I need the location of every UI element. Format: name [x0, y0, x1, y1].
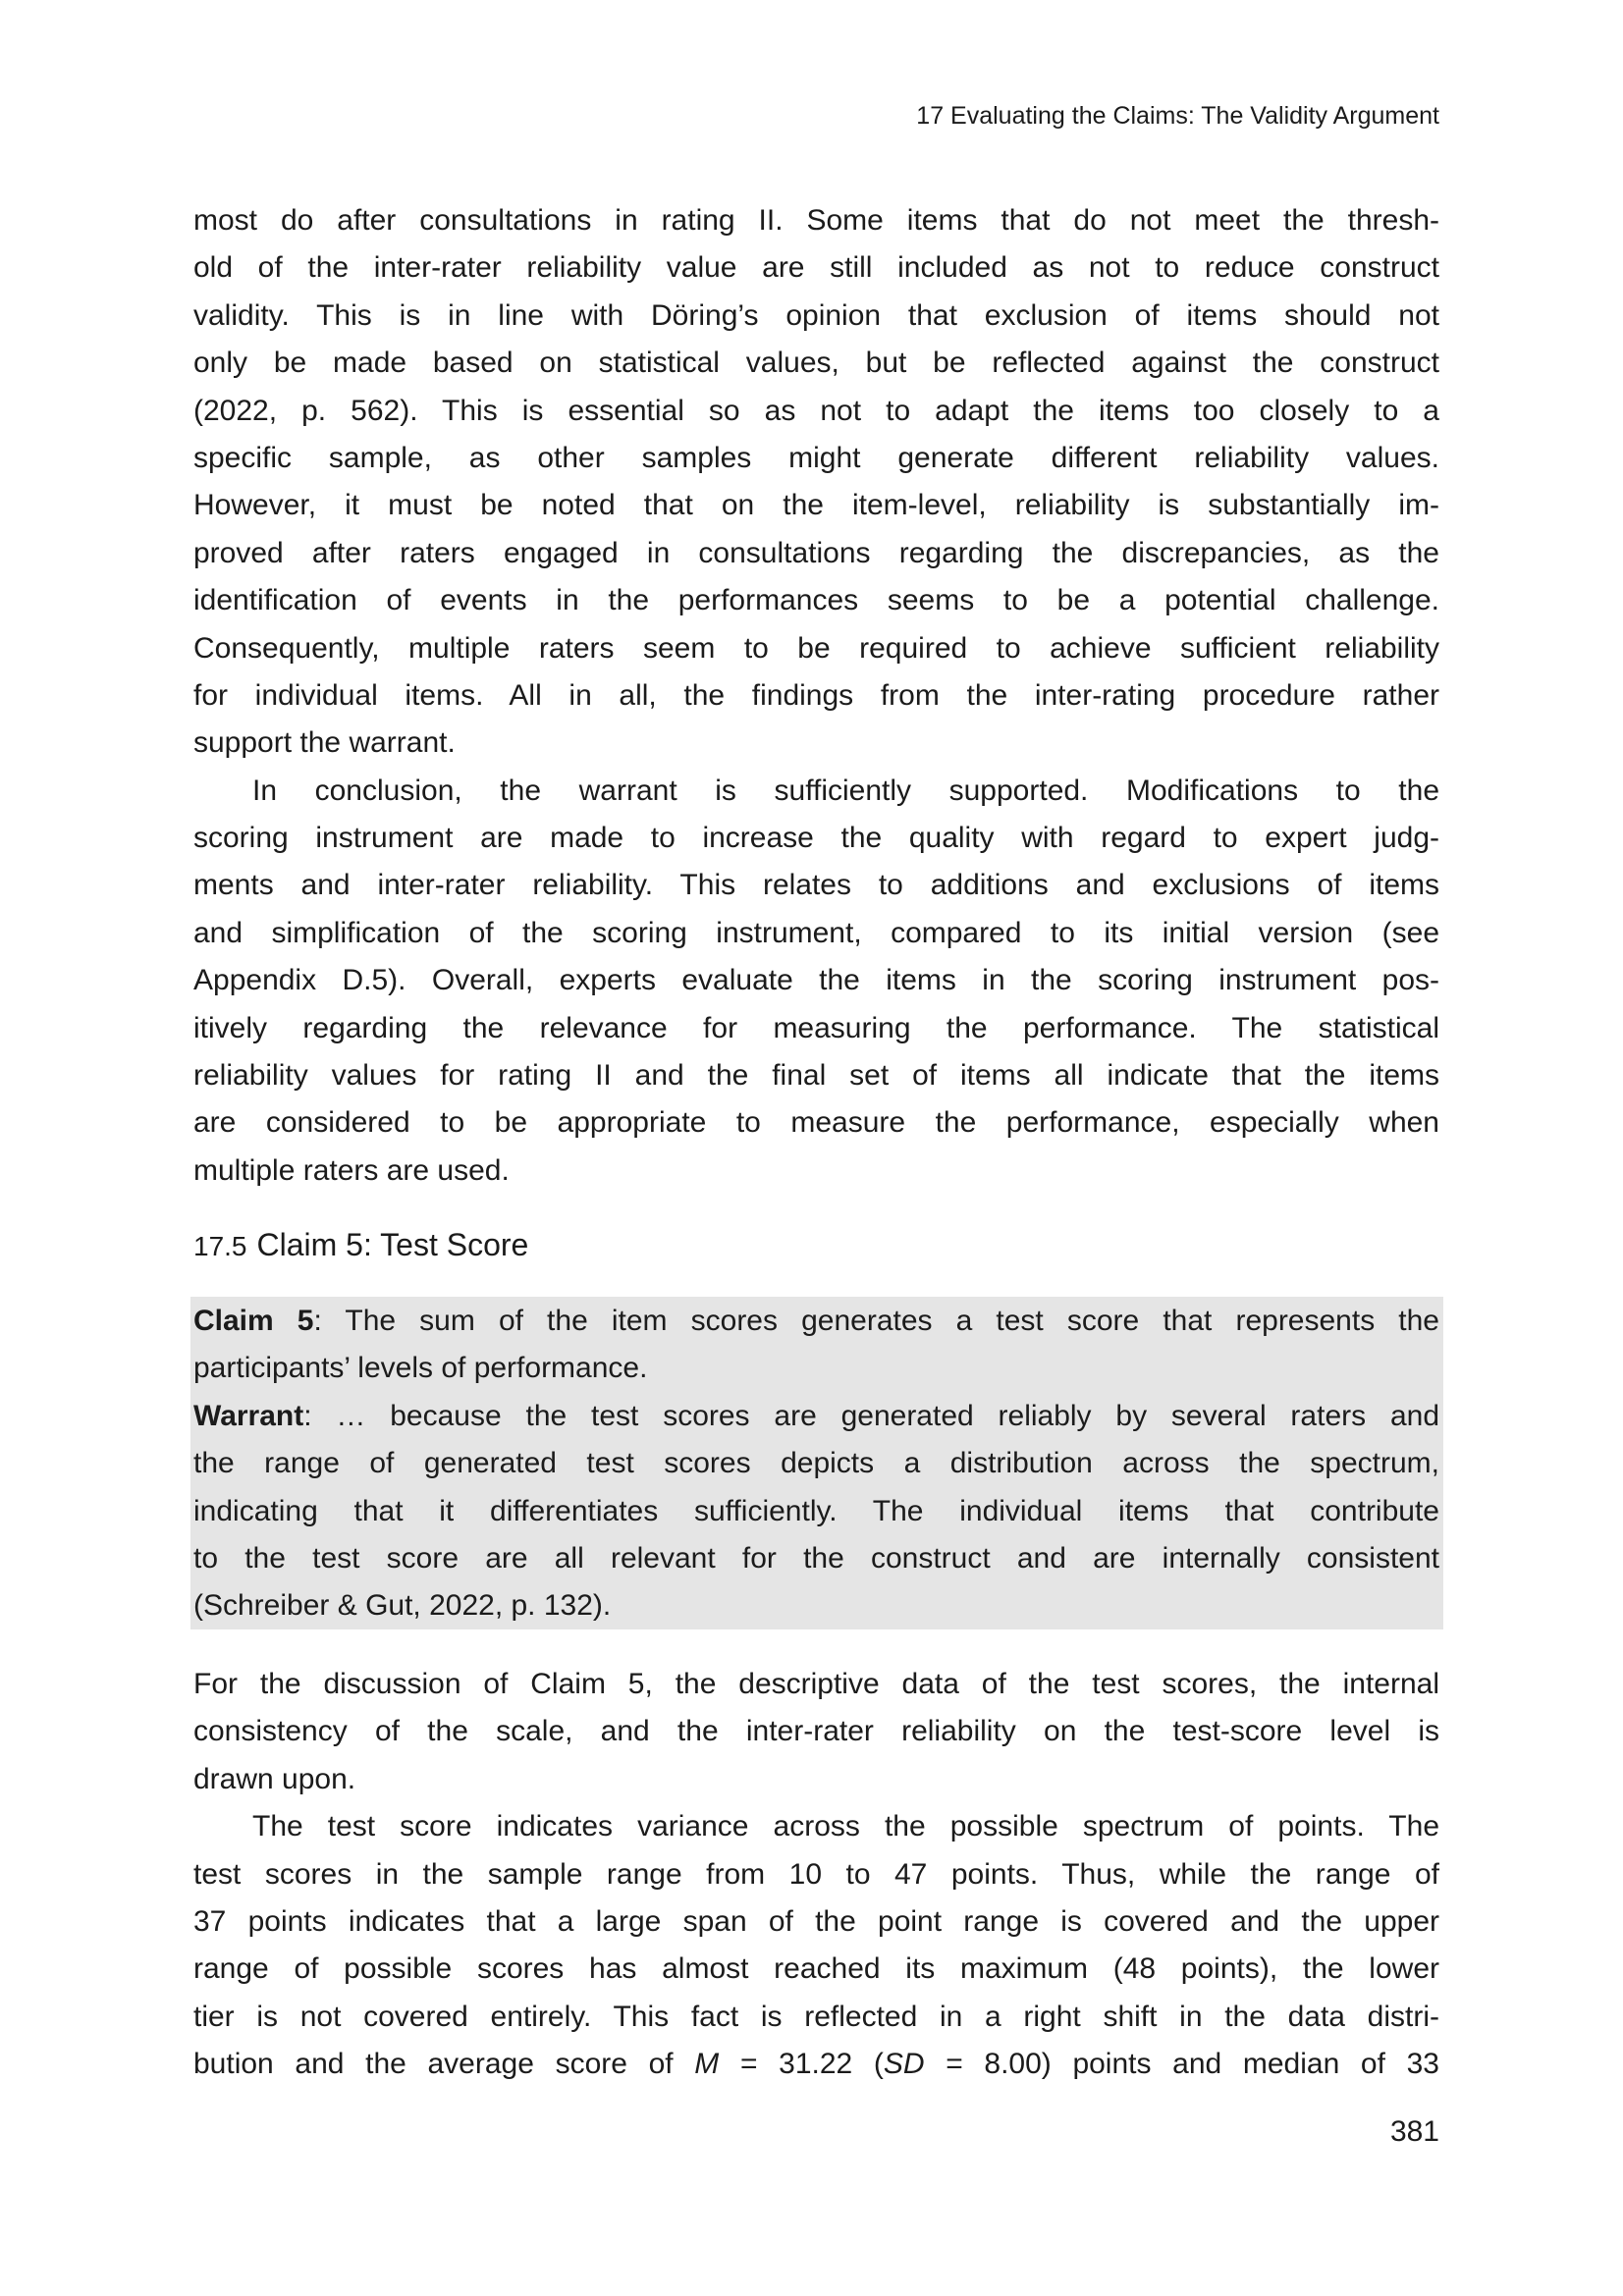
section-heading — [193, 1221, 528, 1270]
text-line: drawn upon. — [193, 1762, 356, 1795]
text-line: However, it must be noted that on the item-level, reliability is substantially im- — [193, 489, 1439, 522]
section-title: Claim 5: Test Score — [256, 1227, 529, 1262]
bold-label: Warrant — [193, 1399, 304, 1432]
text-line — [193, 1393, 1439, 1440]
text-segment: = 8.00) points and median of 33 — [924, 2048, 1439, 2081]
text-segment: the range of generated test scores depicts a distribution across the spectrum, — [193, 1447, 1439, 1480]
text-line: 37 points indicates that a large span of the point range is covered and the upper — [193, 1904, 1439, 1938]
text-line: support the warrant. — [193, 726, 456, 760]
text-line — [193, 1488, 1439, 1535]
text-line: consistency of the scale, and the inter-rater reliability on the test-score level is — [193, 1715, 1439, 1748]
text-segment: indicating that it differentiates sufficiently. The individual items that contribute — [193, 1494, 1439, 1527]
claim-text — [193, 1298, 1439, 1630]
text-line: Consequently, multiple raters seem to be required to achieve sufficient reliability — [193, 631, 1439, 665]
text-segment: : The sum of the item scores generates a test score that represents the — [313, 1305, 1439, 1337]
text-line: proved after raters engaged in consultations regarding the discrepancies, as the — [193, 536, 1439, 569]
text-line: reliability values for rating II and the final set of items all indicate that the items — [193, 1059, 1439, 1093]
text-line — [193, 1440, 1439, 1487]
running-head: 17 Evaluating the Claims: The Validity Argument — [916, 102, 1439, 130]
text-line: validity. This is in line with Döring’s opinion that exclusion of items should not — [193, 298, 1439, 332]
text-line: (2022, p. 562). This is essential so as not to adapt the items too closely to a — [193, 394, 1439, 427]
text-line: itively regarding the relevance for measuring the performance. The statistical — [193, 1011, 1439, 1044]
text-line: In conclusion, the warrant is sufficiently supported. Modifications to the — [252, 774, 1439, 807]
section-number: 17.5 — [193, 1231, 247, 1261]
claim-box — [190, 1297, 1443, 1629]
text-line: and simplification of the scoring instrument, compared to its initial version (see — [193, 916, 1439, 949]
text-line: range of possible scores has almost reached its maximum (48 points), the lower — [193, 1952, 1439, 1986]
text-line: ments and inter-rater reliability. This relates to additions and exclusions of items — [193, 869, 1439, 902]
text-line: test scores in the sample range from 10 to 47 points. Thus, while the range of — [193, 1857, 1439, 1891]
text-line: multiple raters are used. — [193, 1153, 510, 1187]
text-line: old of the inter-rater reliability value are still included as not to reduce construct — [193, 251, 1439, 285]
italic-symbol: SD — [883, 2048, 925, 2081]
page-number: 381 — [1389, 2115, 1439, 2148]
text-line: identification of events in the performances seems to be a potential challenge. — [193, 584, 1439, 617]
text-segment: participants’ levels of performance. — [193, 1352, 648, 1385]
text-segment: to the test score are all relevant for the construct and are internally consistent — [193, 1541, 1439, 1575]
text-line — [193, 1298, 1439, 1345]
body-text-before-section — [193, 197, 1439, 1195]
text-line — [193, 1345, 1439, 1392]
text-line: only be made based on statistical values, but be reflected against the construct — [193, 347, 1439, 380]
text-line: scoring instrument are made to increase the quality with regard to expert judg- — [193, 822, 1439, 855]
text-line: are considered to be appropriate to measure the performance, especially when — [193, 1106, 1439, 1140]
text-line: most do after consultations in rating II. Some items that do not meet the thresh- — [193, 204, 1439, 237]
text-line: Appendix D.5). Overall, experts evaluate the items in the scoring instrument pos- — [193, 964, 1439, 997]
text-line — [193, 1535, 1439, 1582]
text-line: for individual items. All in all, the findings from the inter-rating procedure rather — [193, 678, 1439, 712]
text-segment: (Schreiber & Gut, 2022, p. 132). — [193, 1589, 612, 1623]
text-line: The test score indicates variance across the possible spectrum of points. The — [252, 1810, 1439, 1843]
bold-label: Claim 5 — [193, 1305, 314, 1337]
text-line — [193, 1582, 1439, 1629]
text-line — [193, 2041, 1439, 2088]
text-segment: : … because the test scores are generated reliably by several raters and — [303, 1399, 1439, 1432]
text-line: specific sample, as other samples might generate different reliability values. — [193, 441, 1439, 474]
text-line: For the discussion of Claim 5, the descriptive data of the test scores, the internal — [193, 1668, 1439, 1700]
body-text-after-section — [193, 1661, 1439, 2089]
text-segment: bution and the average score of — [193, 2048, 695, 2081]
italic-symbol: M — [694, 2048, 720, 2081]
text-line: tier is not covered entirely. This fact is reflected in a right shift in the data distri- — [193, 2000, 1439, 2033]
text-segment: = 31.22 ( — [719, 2048, 884, 2081]
